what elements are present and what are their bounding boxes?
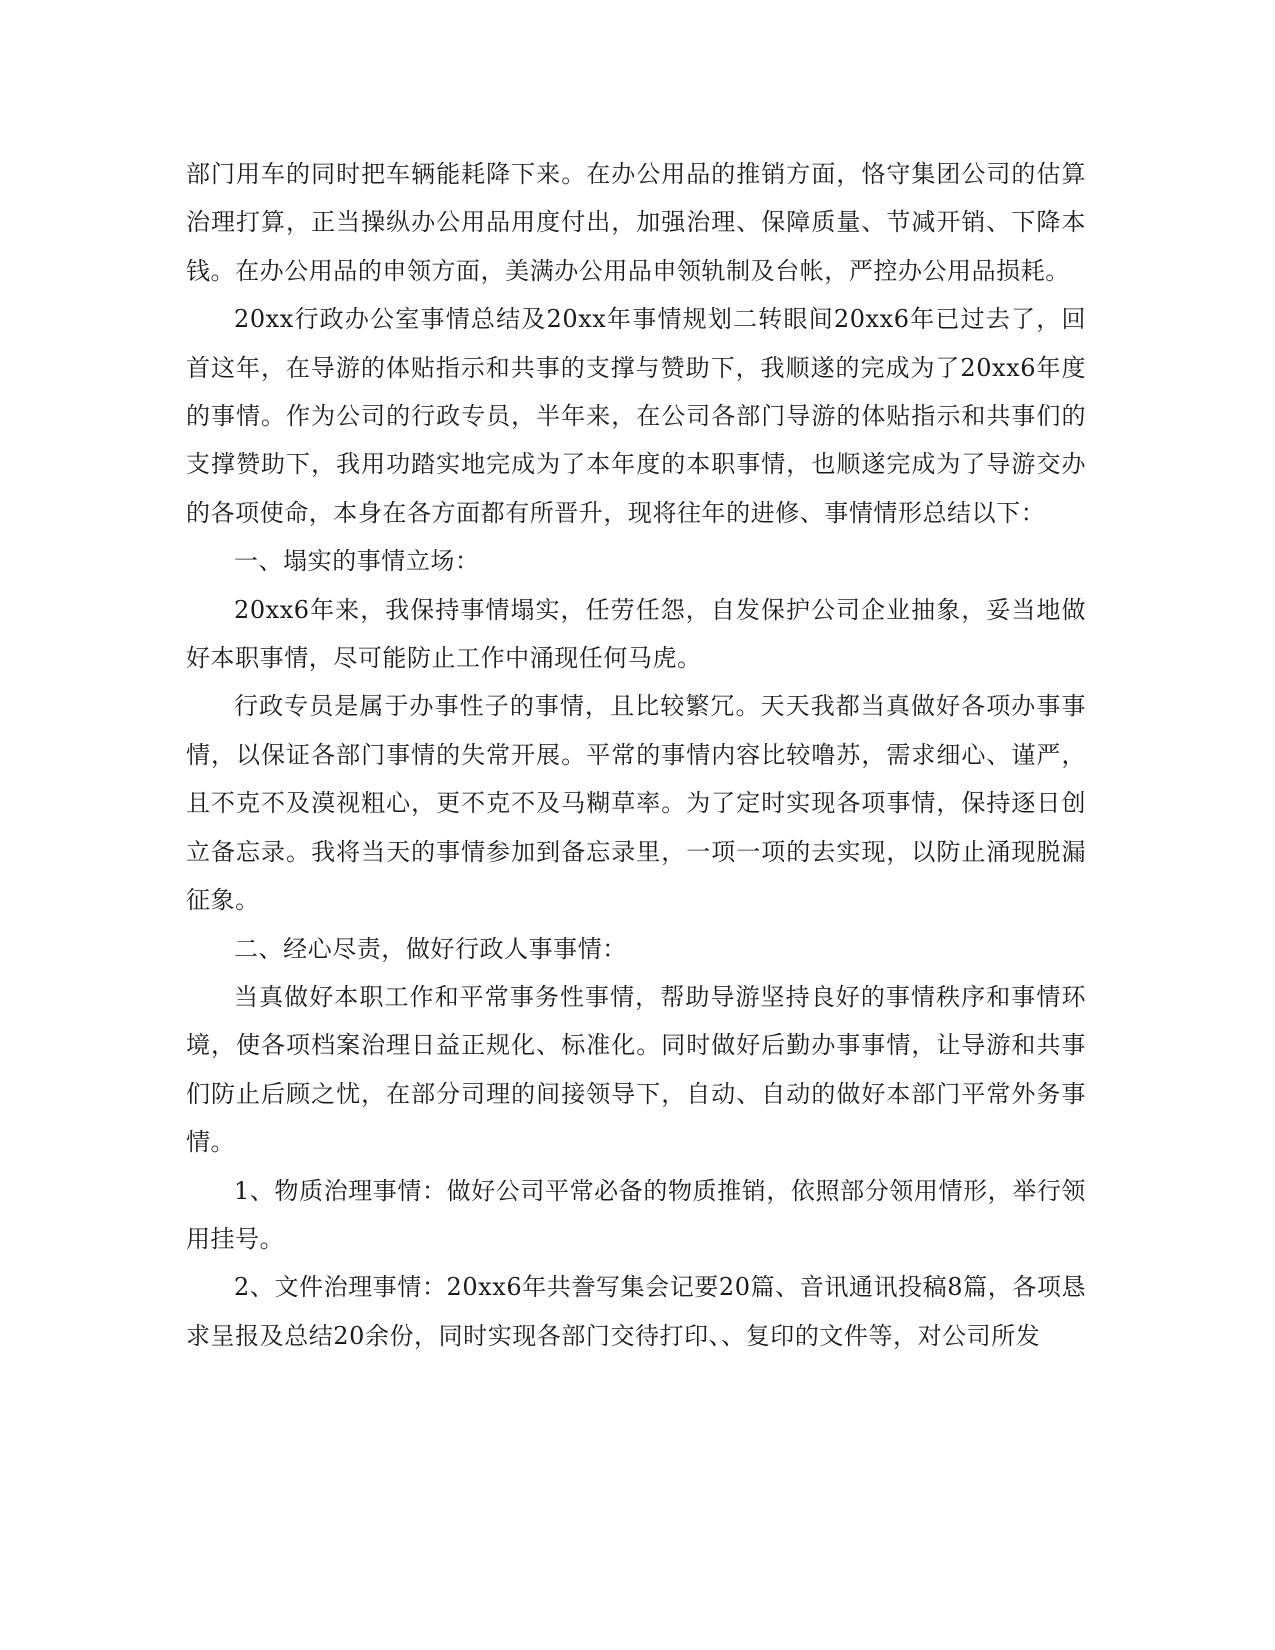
paragraph-work-attitude: 20xx6年来，我保持事情塌实，任劳任怨，自发保护公司企业抽象，妥当地做好本职事情，尽可能防止工作中涌现任何马虎。 [186,595,1086,673]
document-page [186,150,1086,1360]
paragraph-vehicle-office-supplies: 部门用车的同时把车辆能耗降下来。在办公用品的推销方面，恪守集团公司的估算治理打算，正当操纵办公用品用度付出，加强治理、保障质量、节减开销、下降本钱。在办公用品的申领方面，美满办公用品申领轨制及台帐，严控办公用品损耗。 [186,160,1086,285]
section-heading-1: 一、塌实的事情立场： [234,547,480,576]
paragraph-daily-affairs: 当真做好本职工作和平常事务性事情，帮助导游坚持良好的事情秩序和事情环境，使各项档案治理日益正规化、标准化。同时做好后勤办事事情，让导游和共事们防止后顾之忧，在部分司理的间接领导下，自动、自动的做好本部门平常外务事情。 [186,982,1086,1157]
list-item-materials: 1、物质治理事情：做好公司平常必备的物质推销，依照部分领用情形，举行领用挂号。 [186,1176,1086,1253]
paragraph-summary-intro: 20xx行政办公室事情总结及20xx年事情规划二转眼间20xx6年已过去了，回首这年，在导游的体贴指示和共事的支撑与赞助下，我顺遂的完成为了20xx6年度的事情。作为公司的行政专员，半年来，在公司各部门导游的体贴指示和共事们的支撑赞助下，我用功踏实地完成为了本年度的本职事情，也顺遂完成为了导游交办的各项使命，本身在各方面都有所晋升，现将往年的进修、事情情形总结以下： [186,305,1086,527]
section-heading-2: 二、经心尽责，做好行政人事事情： [234,934,627,963]
list-item-documents: 2、文件治理事情：20xx6年共誊写集会记要20篇、音讯通讯投稿8篇，各项恳求呈报及总结20余份，同时实现各部门交待打印、、复印的文件等，对公司所发 [186,1273,1086,1350]
paragraph-admin-specialist: 行政专员是属于办事性子的事情，且比较繁冗。天天我都当真做好各项办事事情，以保证各部门事情的失常开展。平常的事情内容比较噜苏，需求细心、谨严，且不克不及漠视粗心，更不克不及马糊草率。为了定时实现各项事情，保持逐日创立备忘录。我将当天的事情参加到备忘录里，一项一项的去实现，以防止涌现脱漏征象。 [186,692,1086,915]
